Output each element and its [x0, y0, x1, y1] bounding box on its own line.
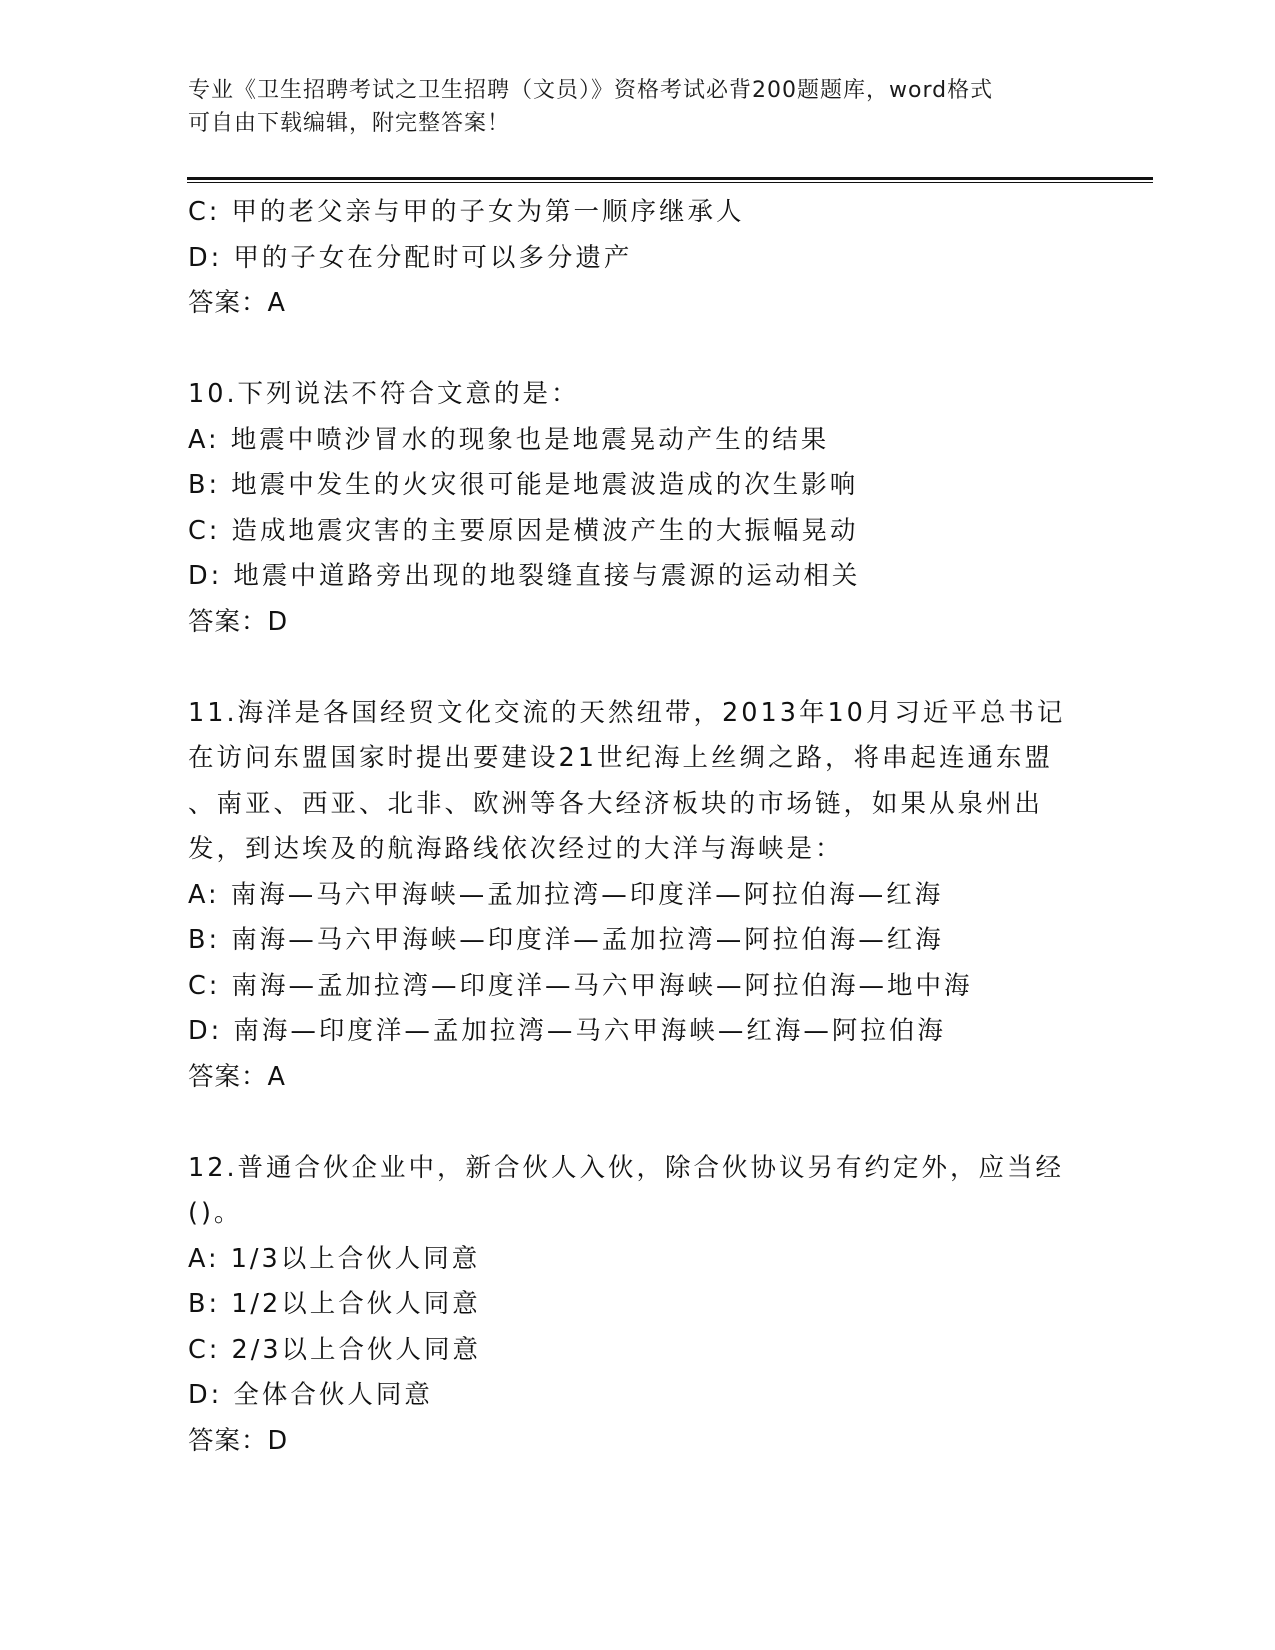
- question-11: [188, 691, 1088, 1101]
- option-d: D: 全体合伙人同意: [188, 1380, 433, 1410]
- header-title-line-2: 可自由下载编辑，附完整答案！: [188, 111, 511, 136]
- option-d: D: 甲的子女在分配时可以多分遗产: [188, 242, 633, 273]
- option-c: C: 造成地震灾害的主要原因是横波产生的大振幅晃动: [188, 515, 859, 546]
- option-d: D: 地震中道路旁出现的地裂缝直接与震源的运动相关: [188, 561, 861, 591]
- option-a: A: 南海—马六甲海峡—孟加拉湾—印度洋—阿拉伯海—红海: [188, 879, 944, 910]
- answer-line: 答案：D: [188, 606, 289, 637]
- spacer: [188, 327, 1088, 373]
- option-a: A: 1/3以上合伙人同意: [188, 1243, 481, 1274]
- option-d: D: 南海—印度洋—孟加拉湾—马六甲海峡—红海—阿拉伯海: [188, 1016, 946, 1046]
- spacer: [188, 645, 1088, 691]
- spacer: [188, 1100, 1088, 1146]
- question-stem: 发，到达埃及的航海路线依次经过的大洋与海峡是：: [188, 834, 844, 864]
- option-c: C: 2/3以上合伙人同意: [188, 1334, 482, 1365]
- question-content: [188, 190, 1088, 1464]
- header-title-line-1: 专业《卫生招聘考试之卫生招聘（文员）》资格考试必背200题题库，word格式: [188, 78, 994, 103]
- question-stem: 11.海洋是各国经贸文化交流的天然纽带，2013年10月习近平总书记: [188, 697, 1066, 728]
- header-divider-thin: [187, 182, 1153, 183]
- option-c: C: 甲的老父亲与甲的子女为第一顺序继承人: [188, 197, 745, 227]
- question-stem: 在访问东盟国家时提出要建设21世纪海上丝绸之路，将串起连通东盟: [188, 743, 1053, 773]
- question-stem: ()。: [188, 1198, 243, 1228]
- option-b: B: 地震中发生的火灾很可能是地震波造成的次生影响: [188, 470, 859, 500]
- option-b: B: 南海—马六甲海峡—印度洋—孟加拉湾—阿拉伯海—红海: [188, 925, 944, 955]
- option-a: A: 地震中喷沙冒水的现象也是地震晃动产生的结果: [188, 424, 830, 455]
- answer-line: 答案：A: [188, 288, 286, 318]
- option-b: B: 1/2以上合伙人同意: [188, 1289, 481, 1319]
- document-header: [188, 74, 1088, 140]
- header-divider-thick: [187, 177, 1153, 180]
- question-9-continuation: [188, 190, 1088, 327]
- option-c: C: 南海—孟加拉湾—印度洋—马六甲海峡—阿拉伯海—地中海: [188, 970, 973, 1001]
- question-stem: 12.普通合伙企业中，新合伙人入伙，除合伙协议另有约定外，应当经: [188, 1152, 1065, 1183]
- answer-line: 答案：A: [188, 1061, 286, 1092]
- question-10: [188, 372, 1088, 645]
- question-12: [188, 1146, 1088, 1465]
- answer-line: 答案：D: [188, 1425, 289, 1456]
- question-stem: 10.下列说法不符合文意的是：: [188, 379, 580, 409]
- question-stem: 、南亚、西亚、北非、欧洲等各大经济板块的市场链，如果从泉州出: [188, 788, 1044, 819]
